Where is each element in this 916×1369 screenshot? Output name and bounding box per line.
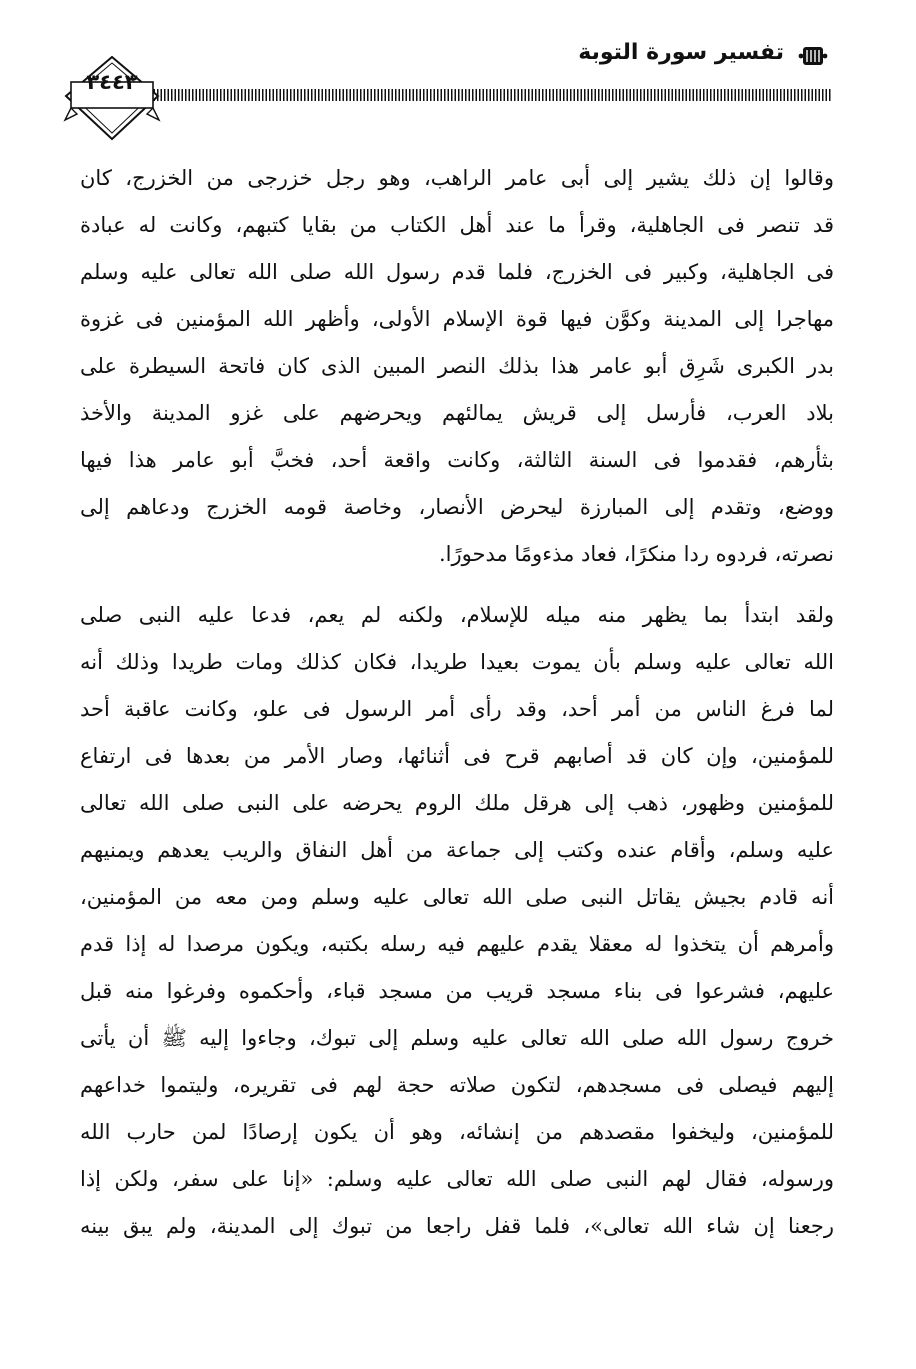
text-line: عليه وسلم، وأقام عنده وكتب إلى جماعة من أهل النفاق والريب يعدهم ويمنيهم xyxy=(80,838,834,862)
text-line: ووضع، وتقدم إلى المبارزة ليحرض الأنصار، وخاصة قومه الخزرج ودعاهم إلى xyxy=(80,495,834,519)
page-title: تفسير سورة التوبة xyxy=(578,40,784,65)
body-text xyxy=(80,155,834,1250)
text-line: وقالوا إن ذلك يشير إلى أبى عامر الراهب، وهو رجل خزرجى من الخزرج، كان xyxy=(80,166,834,190)
text-line: بلاد العرب، فأرسل إلى قريش يمالئهم ويحرضهم على غزو المدينة والأخذ xyxy=(80,401,834,425)
text-line: قد تنصر فى الجاهلية، وقرأ ما عند أهل الكتاب من بقايا كتبهم، وكانت له عبادة xyxy=(80,213,834,237)
page-number-frame-icon xyxy=(62,56,162,142)
text-line: ولقد ابتدأ بما يظهر منه ميله للإسلام، ولكنه لم يعم، فدعا عليه النبى صلى xyxy=(80,603,834,627)
page-header xyxy=(0,0,916,150)
text-line: للمؤمنين وظهور، ذهب إلى هرقل ملك الروم يحرضه على النبى صلى الله تعالى xyxy=(80,791,834,815)
text-line: ورسوله، فقال لهم النبى صلى الله تعالى عليه وسلم: «إنا على سفر، ولكن إذا xyxy=(80,1167,834,1191)
text-line: الله تعالى عليه وسلم بأن يموت بعيدا طريدا، فكان كذلك ومات طريدا وذلك أنه xyxy=(80,650,834,674)
page-number: ٣٤٤٣ xyxy=(86,70,138,94)
text-line: للمؤمنين، وليخفوا مقصدهم من إنشائه، وهو أن يكون إرصادًا لمن حارب الله xyxy=(80,1120,834,1144)
text-line: بدر الكبرى شَرِق أبو عامر هذا بذلك النصر المبين الذى كان فاتحة السيطرة على xyxy=(80,354,834,378)
paragraph xyxy=(80,155,834,578)
text-line: بثأرهم، فقدموا فى السنة الثالثة، وكانت واقعة أحد، فخبَّ أبو عامر هذا فيها xyxy=(80,448,834,472)
text-line: رجعنا إن شاء الله تعالى»، فلما قفل راجعا من تبوك إلى المدينة، ولم يبق بينه xyxy=(80,1214,834,1238)
text-line: للمؤمنين، وإن كان قد أصابهم قرح فى أثنائها، وصار الأمر من بعدها فى ارتفاع xyxy=(80,744,834,768)
text-line: عليهم، فشرعوا فى بناء مسجد قريب من مسجد قباء، وأحكموه وفرغوا منه قبل xyxy=(80,979,834,1003)
paragraph xyxy=(80,592,834,1250)
header-rule xyxy=(150,89,832,101)
text-line: إليهم فيصلى فى مسجدهم، لتكون صلاته حجة لهم فى تقريره، وليتموا خداعهم xyxy=(80,1073,834,1097)
text-line: أنه قادم بجيش يقاتل النبى صلى الله تعالى عليه وسلم ومن معه من المؤمنين، xyxy=(80,885,834,909)
text-line: فى الجاهلية، وكبير فى الخزرج، فلما قدم رسول الله صلى الله تعالى عليه وسلم xyxy=(80,260,834,284)
text-line: لما فرغ الناس من أمر أحد، وقد رأى أمر الرسول فى علو، وكانت عاقبة أحد xyxy=(80,697,834,721)
text-line: نصرته، فردوه ردا منكرًا، فعاد مذءومًا مدحورًا. xyxy=(438,542,834,566)
text-line: خروج رسول الله صلى الله تعالى عليه وسلم إلى تبوك، وجاءوا إليه ﷺ أن يأتى xyxy=(80,1026,834,1050)
header-ornament-icon xyxy=(798,42,828,70)
text-line: وأمرهم أن يتخذوا له معقلا يقدم عليهم فيه رسله بكتبه، ويكون مرصدا له إذا قدم xyxy=(80,932,834,956)
text-line: مهاجرا إلى المدينة وكوَّن فيها قوة الإسلام الأولى، وأظهر الله المؤمنين فى غزوة xyxy=(80,307,834,331)
